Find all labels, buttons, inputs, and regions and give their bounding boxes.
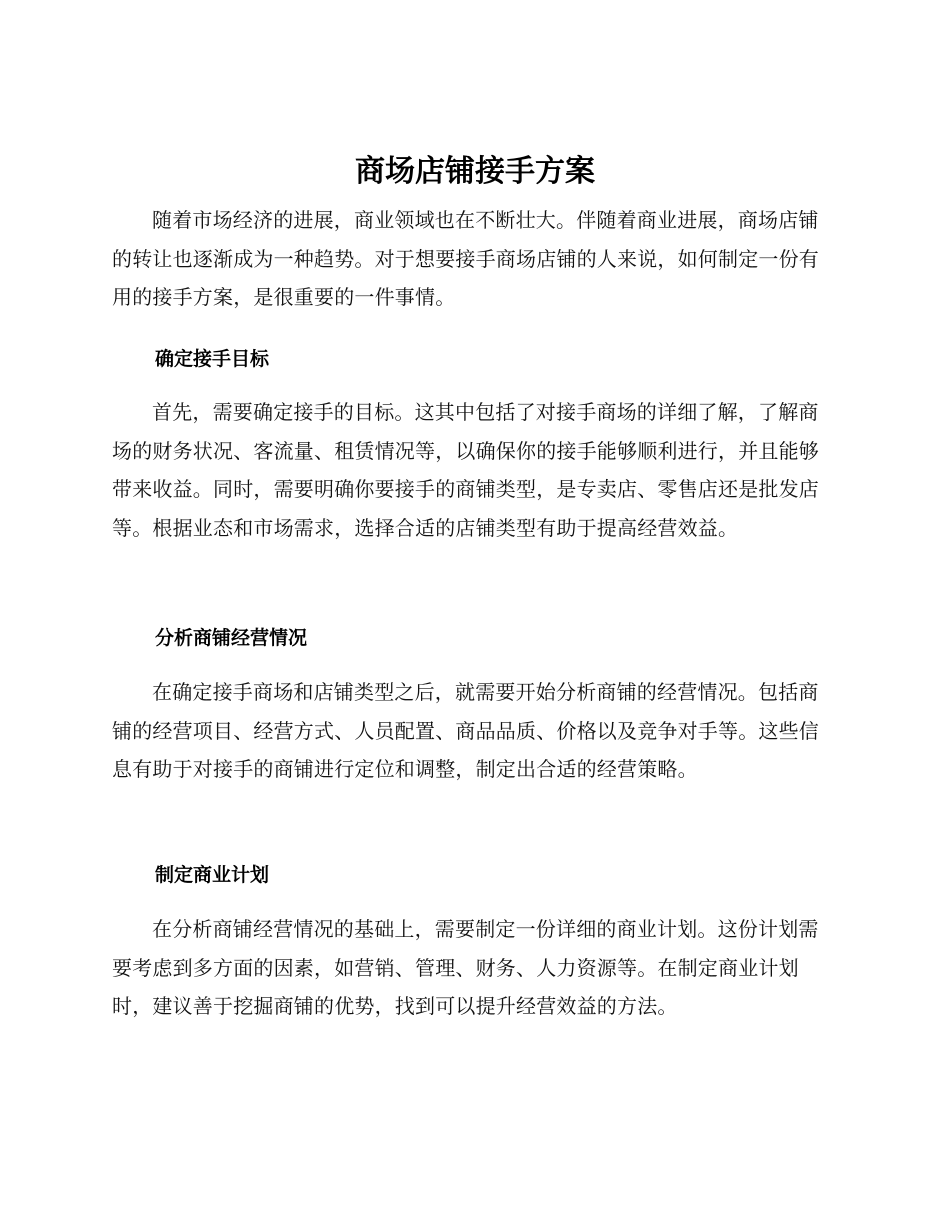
intro-paragraph: 随着市场经济的进展，商业领域也在不断壮大。伴随着商业进展，商场店铺的转让也逐渐成为一种趋势。对于想要接手商场店铺的人来说，如何制定一份有用的接手方案，是很重要的一件事情。 [112, 208, 819, 309]
section-heading-plan: 制定商业计划 [155, 864, 270, 886]
section-body-plan: 在分析商铺经营情况的基础上，需要制定一份详细的商业计划。这份计划需要考虑到多方面的因素，如营销、管理、财务、人力资源等。在制定商业计划时，建议善于挖掘商铺的优势，找到可以提升经营效益的方法。 [112, 917, 819, 1018]
section-heading-analysis: 分析商铺经营情况 [155, 627, 308, 649]
section-body-goal: 首先，需要确定接手的目标。这其中包括了对接手商场的详细了解，了解商场的财务状况、客流量、租赁情况等，以确保你的接手能够顺利进行，并且能够带来收益。同时，需要明确你要接手的商铺类型，是专卖店、零售店还是批发店等。根据业态和市场需求，选择合适的店铺类型有助于提高经营效益。 [112, 400, 819, 540]
section-body-analysis: 在确定接手商场和店铺类型之后，就需要开始分析商铺的经营情况。包括商铺的经营项目、经营方式、人员配置、商品品质、价格以及竞争对手等。这些信息有助于对接手的商铺进行定位和调整，制定出合适的经营策略。 [112, 680, 819, 781]
document-title: 商场店铺接手方案 [355, 154, 595, 189]
section-heading-goal: 确定接手目标 [155, 348, 270, 370]
